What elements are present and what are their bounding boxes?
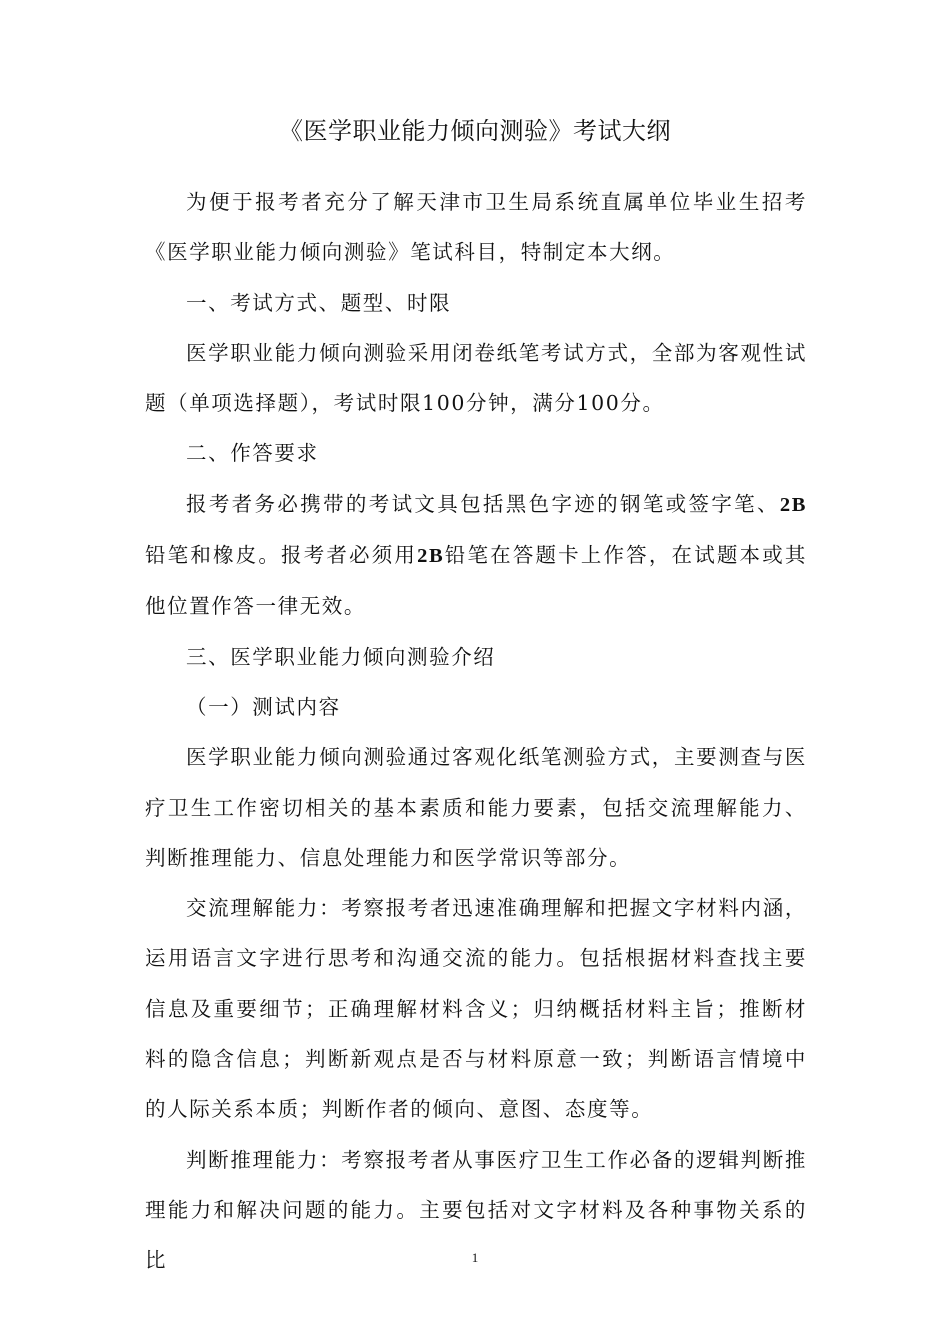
- section-heading-exam-format: 一、考试方式、题型、时限: [186, 290, 452, 315]
- pencil-grade-bold-1: 2B: [779, 493, 807, 516]
- page-number: 1: [471, 1250, 479, 1265]
- intro-paragraph: 为便于报考者充分了解天津市卫生局系统直属单位毕业生招考《医学职业能力倾向测验》笔试科目，特制定本大纲。: [145, 190, 807, 265]
- subheading-test-content: （一）测试内容: [186, 694, 341, 719]
- communication-ability-paragraph: 交流理解能力：考察报考者迅速准确理解和把握文字材料内涵，运用语言文字进行思考和沟通交流的能力。包括根据材料查找主要信息及重要细节；正确理解材料含义；归纳概括材料主旨；推断材料的隐含信息；判断新观点是否与材料原意一致；判断语言情境中的人际关系本质；判断作者的倾向、意图、态度等。: [145, 896, 807, 1122]
- answer-requirements-paragraph: [145, 479, 807, 632]
- section-heading-test-introduction: 三、医学职业能力倾向测验介绍: [186, 644, 496, 669]
- pencil-grade-bold-2: 2B: [417, 545, 445, 568]
- answer-req-text-1: 报考者务必携带的考试文具包括黑色字迹的钢笔或签字笔、: [186, 491, 780, 516]
- answer-req-text-2: 铅笔和橡皮。报考者必须用: [145, 543, 418, 568]
- document-title: 《医学职业能力倾向测验》考试大纲: [279, 117, 671, 145]
- answer-req-text-3: 铅笔在答题卡上作答，在试题本或其他位置作答一律无效。: [145, 543, 807, 619]
- document-body: [145, 177, 807, 1286]
- section-heading-answer-requirements: 二、作答要求: [186, 441, 319, 466]
- exam-format-paragraph: 医学职业能力倾向测验采用闭卷纸笔考试方式，全部为客观性试题（单项选择题），考试时限100分钟，满分100分。: [145, 340, 807, 416]
- test-content-paragraph: 医学职业能力倾向测验通过客观化纸笔测验方式，主要测查与医疗卫生工作密切相关的基本素质和能力要素，包括交流理解能力、判断推理能力、信息处理能力和医学常识等部分。: [145, 745, 807, 870]
- reasoning-ability-paragraph: 判断推理能力：考察报考者从事医疗卫生工作必备的逻辑判断推理能力和解决问题的能力。主要包括对文字材料及各种事物关系的比: [145, 1147, 807, 1273]
